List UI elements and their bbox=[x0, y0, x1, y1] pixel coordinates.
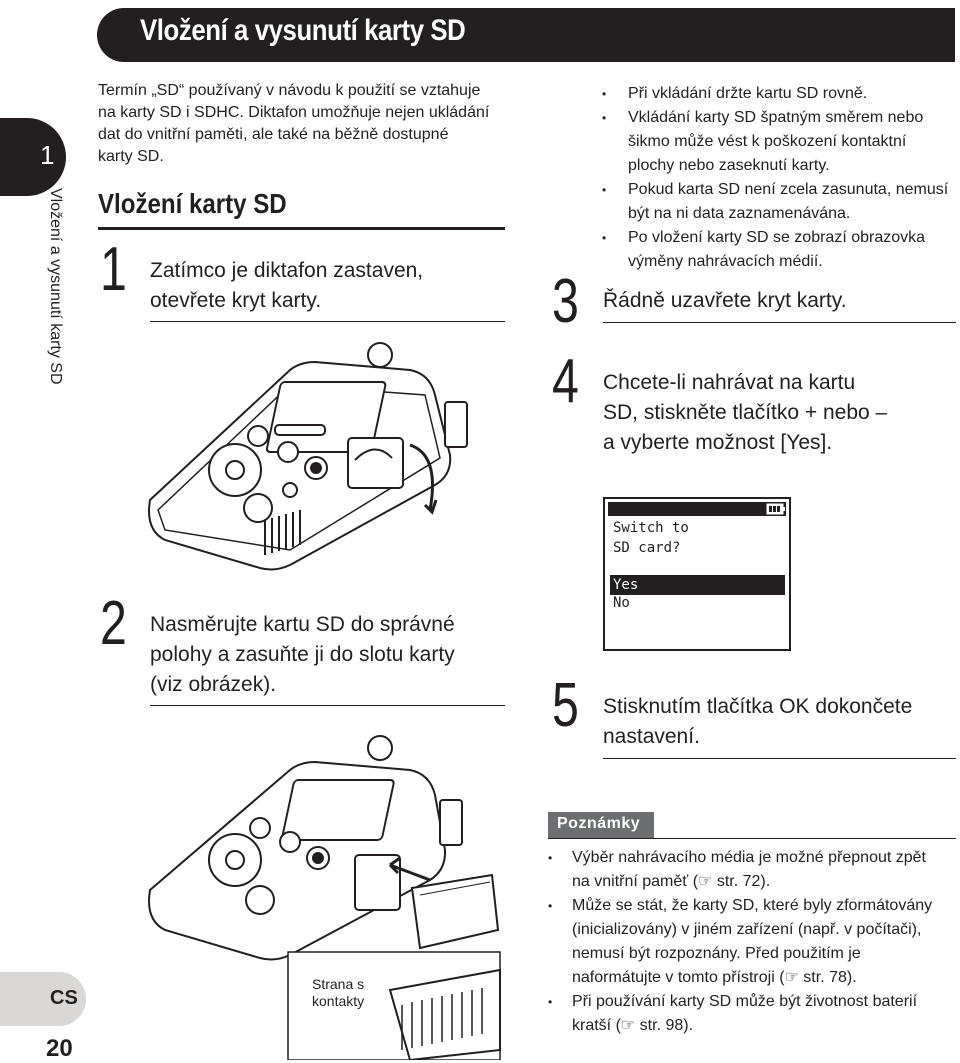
intro-line: Termín „SD“ používaný v návodu k použití se vztahuje bbox=[98, 82, 481, 99]
step-number: 5 bbox=[552, 671, 579, 740]
lcd-prompt bbox=[613, 518, 689, 558]
note-item: • Výběr nahrávacího média je možné přepnout zpět na vnitřní paměť (☞ str. 72). bbox=[546, 846, 958, 894]
notes-list bbox=[546, 846, 958, 1038]
lcd-line: SD card? bbox=[613, 540, 681, 556]
chapter-side-label-text: Vložení a vysunutí karty SD bbox=[47, 188, 64, 385]
step-line: polohy a zasuňte ji do slotu karty bbox=[150, 643, 455, 666]
intro-line: na karty SD i SDHC. Diktafon umožňuje nejen ukládání bbox=[98, 104, 490, 121]
lcd-line: Switch to bbox=[613, 520, 689, 536]
step-line: otevřete kryt karty. bbox=[150, 289, 322, 312]
step-line: nastavení. bbox=[603, 725, 700, 748]
step-line: SD, stiskněte tlačítko + nebo – bbox=[603, 401, 888, 424]
bullet-item: • Pokud karta SD není zcela zasunuta, nemusí být na ni data zaznamenávána. bbox=[600, 178, 960, 226]
step-line: Stisknutím tlačítka OK dokončete bbox=[603, 695, 913, 718]
step-rule bbox=[150, 705, 505, 706]
figure-caption-line: Strana s bbox=[312, 976, 365, 992]
intro-paragraph bbox=[98, 80, 518, 168]
lcd-option-no[interactable]: No bbox=[613, 595, 630, 611]
step-text bbox=[603, 692, 912, 752]
step-rule bbox=[603, 322, 956, 323]
step-number: 2 bbox=[100, 589, 127, 658]
note-item: • Při používání karty SD může být životnost baterií kratší (☞ str. 98). bbox=[546, 990, 958, 1038]
notes-rule bbox=[548, 838, 956, 839]
bullet-item: • Po vložení karty SD se zobrazí obrazovka výměny nahrávacích médií. bbox=[600, 226, 960, 274]
insert-sd-card-illustration bbox=[140, 730, 520, 1060]
page-number: 20 bbox=[46, 1035, 73, 1062]
section-title-rule bbox=[98, 227, 505, 230]
step-rule bbox=[603, 758, 956, 759]
figure-caption bbox=[312, 976, 364, 1010]
recorder-open-cover-illustration bbox=[140, 340, 470, 580]
step-number: 4 bbox=[552, 347, 579, 416]
step2-bullet-list bbox=[600, 82, 960, 274]
chapter-side-label bbox=[46, 188, 70, 428]
step-rule bbox=[150, 321, 505, 322]
language-label: CS bbox=[50, 987, 78, 1009]
notes-title: Poznámky bbox=[557, 815, 641, 832]
bullet-item: • Při vkládání držte kartu SD rovně. bbox=[600, 82, 960, 106]
page-title: Vložení a vysunutí karty SD bbox=[140, 14, 466, 47]
lcd-status-bar bbox=[608, 502, 786, 516]
step-text bbox=[150, 610, 455, 700]
step-line: Chcete-li nahrávat na kartu bbox=[603, 371, 856, 394]
section-title: Vložení karty SD bbox=[98, 188, 287, 219]
step-number: 1 bbox=[100, 235, 127, 304]
step-text bbox=[603, 286, 847, 316]
step-text bbox=[603, 368, 887, 458]
intro-line: dat do vnitřní paměti, ale také na běžně dostupné bbox=[98, 126, 449, 143]
step-line: Řádně uzavřete kryt karty. bbox=[603, 289, 847, 312]
figure-caption-line: kontakty bbox=[312, 993, 365, 1009]
step-line: a vyberte možnost [Yes]. bbox=[603, 431, 833, 454]
step-number: 3 bbox=[552, 267, 579, 336]
bullet-item: • Vkládání karty SD špatným směrem nebo šikmo může vést k poškození kontaktní plochy nebo zaseknutí karty. bbox=[600, 106, 960, 178]
step-line: Zatímco je diktafon zastaven, bbox=[150, 259, 424, 282]
chapter-number: 1 bbox=[40, 140, 55, 170]
chapter-tab bbox=[0, 118, 66, 196]
step-line: (viz obrázek). bbox=[150, 673, 277, 696]
battery-icon bbox=[766, 503, 786, 515]
step-text bbox=[150, 256, 423, 316]
lcd-option-yes[interactable]: Yes bbox=[610, 575, 785, 595]
step-line: Nasměrujte kartu SD do správné bbox=[150, 613, 455, 636]
note-item: • Může se stát, že karty SD, které byly zformátovány (inicializovány) v jiném zařízení (např. v počítači), nemusí být rozpoznány. Před použitím je naformátujte v tomto přístroji (☞ str. 78). bbox=[546, 894, 958, 990]
intro-line: karty SD. bbox=[98, 148, 164, 165]
